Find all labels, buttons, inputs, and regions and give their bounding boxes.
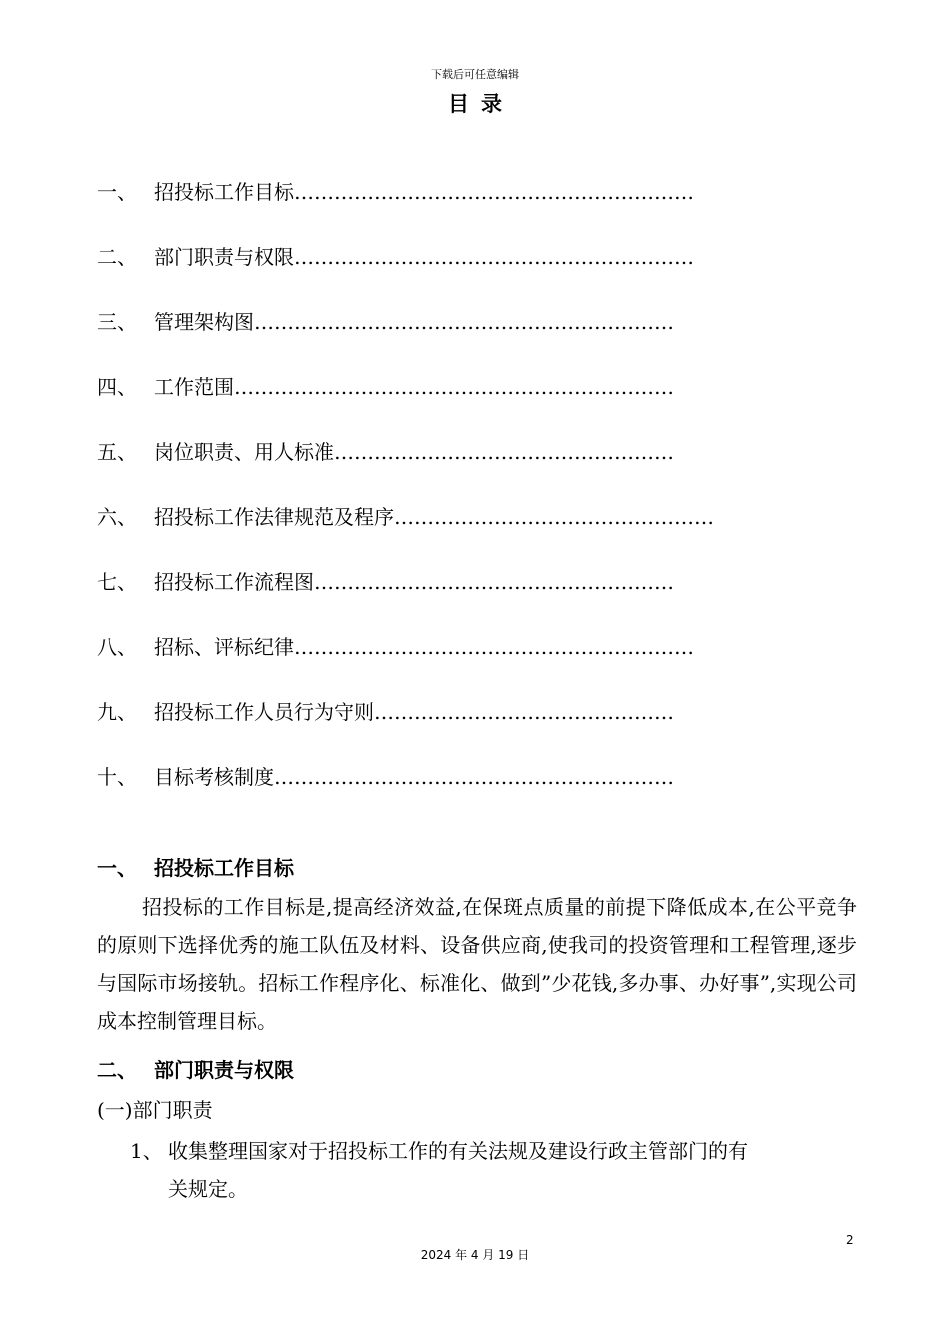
toc-number: 一、 [97, 180, 137, 204]
toc-label: 工作范围 [154, 375, 234, 399]
toc-item[interactable] [97, 567, 857, 632]
toc-number: 二、 [97, 245, 137, 269]
toc-item[interactable] [97, 697, 857, 762]
toc-label: 招投标工作法律规范及程序 [154, 505, 394, 529]
toc-number: 八、 [97, 635, 137, 659]
toc-item[interactable] [97, 372, 857, 437]
section-heading-duties [97, 1055, 294, 1085]
toc-leader-dots: …………………………………………………… [294, 245, 694, 269]
toc-item[interactable] [97, 502, 857, 567]
toc-item[interactable] [97, 242, 857, 307]
toc-label: 招投标工作目标 [154, 180, 294, 204]
section-number: 一、 [97, 856, 137, 880]
toc-label: 招标、评标纪律 [154, 635, 294, 659]
toc-item[interactable] [97, 177, 857, 242]
toc-title: 目录 [448, 91, 514, 116]
toc-leader-dots: …………………………………………………… [294, 635, 694, 659]
toc-leader-dots: …………………………………………… [334, 440, 674, 464]
toc-item[interactable] [97, 762, 857, 827]
toc-label: 目标考核制度 [154, 765, 274, 789]
toc-number: 九、 [97, 700, 137, 724]
toc-leader-dots: ……………………………………… [374, 700, 674, 724]
toc-number: 十、 [97, 765, 137, 789]
toc-label: 部门职责与权限 [154, 245, 294, 269]
list-text-line: 收集整理国家对于招投标工作的有关法规及建设行政主管部门的有 [168, 1139, 748, 1163]
toc-number: 三、 [97, 310, 137, 334]
list-number: 1、 [130, 1139, 163, 1163]
section-paragraph-goals: 招投标的工作目标是,提高经济效益,在保斑点质量的前提下降低成本,在公平竞争的原则下选择优秀的施工队伍及材料、设备供应商,使我司的投资管理和工程管理,逐步与国际市场接轨。招标工作程序化、标准化、做到”少花钱,多办事、办好事”,实现公司成本控制管理目标。 [97, 895, 857, 1033]
table-of-contents [97, 177, 857, 827]
list-text-line: 关规定。 [168, 1177, 248, 1201]
header-note: 下载后可任意编辑 [431, 68, 519, 81]
list-item [130, 1132, 860, 1208]
toc-label: 岗位职责、用人标准 [154, 440, 334, 464]
toc-item[interactable] [97, 307, 857, 372]
toc-item[interactable] [97, 632, 857, 697]
toc-leader-dots: ………………………………………………………… [234, 375, 674, 399]
section-title: 招投标工作目标 [154, 856, 294, 880]
section-number: 二、 [97, 1058, 137, 1082]
footer-date: 2024 年 4 月 19 日 [420, 1248, 530, 1262]
section-title: 部门职责与权限 [154, 1058, 294, 1082]
toc-item[interactable] [97, 437, 857, 502]
toc-leader-dots: ………………………………………… [394, 505, 714, 529]
toc-leader-dots: …………………………………………………… [274, 765, 674, 789]
section-heading-goals [97, 853, 294, 883]
toc-label: 管理架构图 [154, 310, 254, 334]
toc-number: 六、 [97, 505, 137, 529]
toc-label: 招投标工作流程图 [154, 570, 314, 594]
toc-label: 招投标工作人员行为守则 [154, 700, 374, 724]
page-number: 2 [846, 1233, 854, 1247]
toc-leader-dots: ……………………………………………… [314, 570, 674, 594]
toc-number: 五、 [97, 440, 137, 464]
toc-number: 七、 [97, 570, 137, 594]
toc-number: 四、 [97, 375, 137, 399]
toc-leader-dots: ……………………………………………………… [254, 310, 674, 334]
toc-leader-dots: …………………………………………………… [294, 180, 694, 204]
subsection-heading: (一)部门职责 [97, 1098, 213, 1122]
